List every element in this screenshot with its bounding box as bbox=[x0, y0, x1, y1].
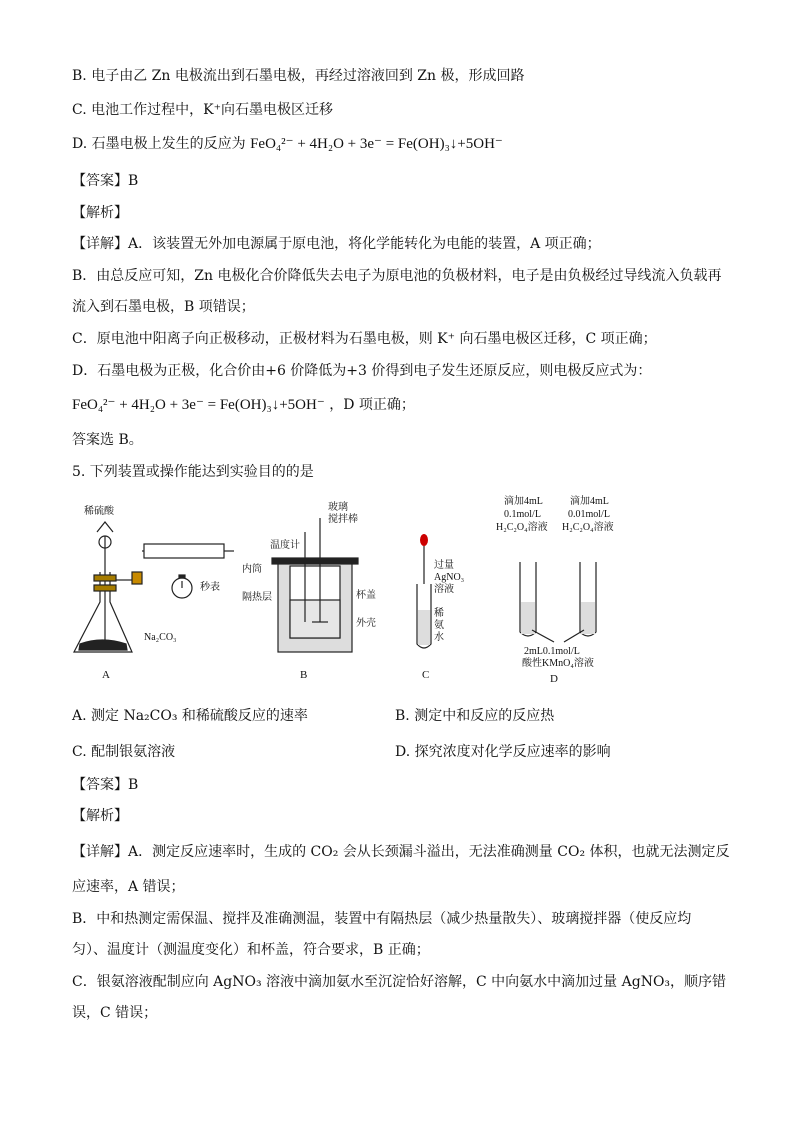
fig-d-label-kmno4: 酸性KMnO₄溶液 bbox=[522, 658, 594, 669]
q5-title: 5. 下列装置或操作能达到实验目的的是 bbox=[72, 464, 314, 480]
q5-option-b: B. 测定中和反应的反应热 bbox=[395, 708, 555, 724]
fig-d-label-kmno4-conc: 2mL0.1mol/L bbox=[524, 646, 580, 657]
q5-option-c: C. 配制银氨溶液 bbox=[72, 744, 176, 760]
fig-b-label-inner: 内筒 bbox=[242, 564, 262, 575]
detail1-d2 bbox=[72, 395, 415, 415]
fig-a-letter: A bbox=[102, 669, 110, 681]
detail1-c: C．原电池中阳离子向正极移动，正极材料为石墨电极，则 K⁺ 向石墨电极区迁移，C 项正确； bbox=[72, 331, 657, 347]
fig-d-label-acid1: H₂C₂O₄溶液 bbox=[496, 522, 548, 533]
option-b-prev: B. 电子由乙 Zn 电极流出到石墨电极，再经过溶液回到 Zn 极，形成回路 bbox=[72, 68, 525, 84]
q5-option-a: A. 测定 Na₂CO₃ 和稀硫酸反应的速率 bbox=[72, 708, 308, 724]
figure-d bbox=[520, 562, 596, 642]
detail1-final: 答案选 B。 bbox=[72, 432, 143, 448]
detail2-c1: C．银氨溶液配制应向 AgNO₃ 溶液中滴加氨水至沉淀恰好溶解，C 中向氨水中滴加过量 AgNO₃，顺序错 bbox=[72, 974, 727, 990]
fig-c-label-excess: 过量 bbox=[434, 560, 454, 571]
fig-c-label-dilute: 稀 bbox=[434, 608, 444, 619]
detail1-b1: B．由总反应可知，Zn 电极化合价降低失去电子为原电池的负极材料，电子是由负极经过导线流入负载再 bbox=[72, 268, 722, 284]
answer-label-2: 【答案】B bbox=[72, 777, 139, 793]
fig-d-letter: D bbox=[550, 673, 558, 685]
option-c-prev: C. 电池工作过程中，K⁺向石墨电极区迁移 bbox=[72, 102, 333, 118]
analysis-label-1: 【解析】 bbox=[72, 205, 128, 221]
detail2-b2: 匀）、温度计（测温度变化）和杯盖，符合要求，B 正确； bbox=[72, 942, 430, 958]
q5-option-d: D. 探究浓度对化学反应速率的影响 bbox=[395, 744, 611, 760]
fig-d-label-acid2: H₂C₂O₄溶液 bbox=[562, 522, 614, 533]
figure-c bbox=[417, 534, 431, 648]
option-d-formula: FeO₄²⁻ + 4H₂O + 3e⁻ = Fe(OH)₃↓+5OH⁻ bbox=[250, 136, 503, 152]
fig-d-label-add1: 滴加4mL bbox=[504, 496, 543, 507]
fig-b-letter: B bbox=[300, 669, 308, 681]
option-d-prev bbox=[72, 134, 503, 154]
analysis-label-2: 【解析】 bbox=[72, 808, 128, 824]
detail2-a1: 【详解】A．测定反应速率时，生成的 CO₂ 会从长颈漏斗溢出，无法准确测量 CO₂ 体积，也就无法测定反 bbox=[72, 844, 730, 860]
apparatus-figure bbox=[72, 492, 632, 692]
detail1-b2: 流入到石墨电极，B 项错误； bbox=[72, 299, 255, 315]
fig-d-label-add2: 滴加4mL bbox=[570, 496, 609, 507]
fig-c-label-water: 水 bbox=[434, 632, 444, 643]
detail2-c2: 误，C 错误； bbox=[72, 1005, 158, 1021]
fig-b-label-thermometer: 温度计 bbox=[270, 540, 300, 551]
detail1-a: 【详解】A．该装置无外加电源属于原电池，将化学能转化为电能的装置，A 项正确； bbox=[72, 236, 601, 252]
fig-a-label-timer: 秒表 bbox=[200, 582, 220, 593]
fig-b-label-shell: 外壳 bbox=[356, 618, 376, 629]
option-d-prefix: D. 石墨电极上发生的反应为 bbox=[72, 136, 246, 152]
fig-b-label-glass: 玻璃 bbox=[328, 502, 348, 513]
detail1-d2-formula: FeO₄²⁻ + 4H₂O + 3e⁻ = Fe(OH)₃↓+5OH⁻ bbox=[72, 397, 325, 413]
detail2-a2: 应速率，A 错误； bbox=[72, 879, 185, 895]
detail2-b1: B．中和热测定需保温、搅拌及准确测温，装置中有隔热层（减少热量散失）、玻璃搅拌器（使反应均 bbox=[72, 911, 692, 927]
answer-label-1: 【答案】B bbox=[72, 173, 139, 189]
fig-a-label-carbonate: Na₂CO₃ bbox=[144, 632, 177, 643]
figure-b bbox=[272, 518, 358, 652]
fig-d-label-conc2: 0.01mol/L bbox=[568, 509, 610, 520]
fig-b-label-insulation: 隔热层 bbox=[242, 592, 272, 603]
fig-b-label-stirrer: 搅拌棒 bbox=[328, 514, 358, 525]
fig-c-letter: C bbox=[422, 669, 430, 681]
detail1-d2-suffix: ，D 项正确； bbox=[329, 397, 415, 413]
fig-c-label-ammonia: 氨 bbox=[434, 620, 444, 631]
fig-c-label-agno3: AgNO₃ bbox=[434, 572, 465, 583]
fig-c-label-solution: 溶液 bbox=[434, 584, 454, 595]
detail1-d1: D．石墨电极为正极，化合价由+6 价降低为+3 价得到电子发生还原反应，则电极反应式为： bbox=[72, 363, 652, 379]
fig-a-label-acid: 稀硫酸 bbox=[84, 506, 114, 517]
fig-d-label-conc1: 0.1mol/L bbox=[504, 509, 541, 520]
fig-b-label-lid: 杯盖 bbox=[356, 590, 376, 601]
